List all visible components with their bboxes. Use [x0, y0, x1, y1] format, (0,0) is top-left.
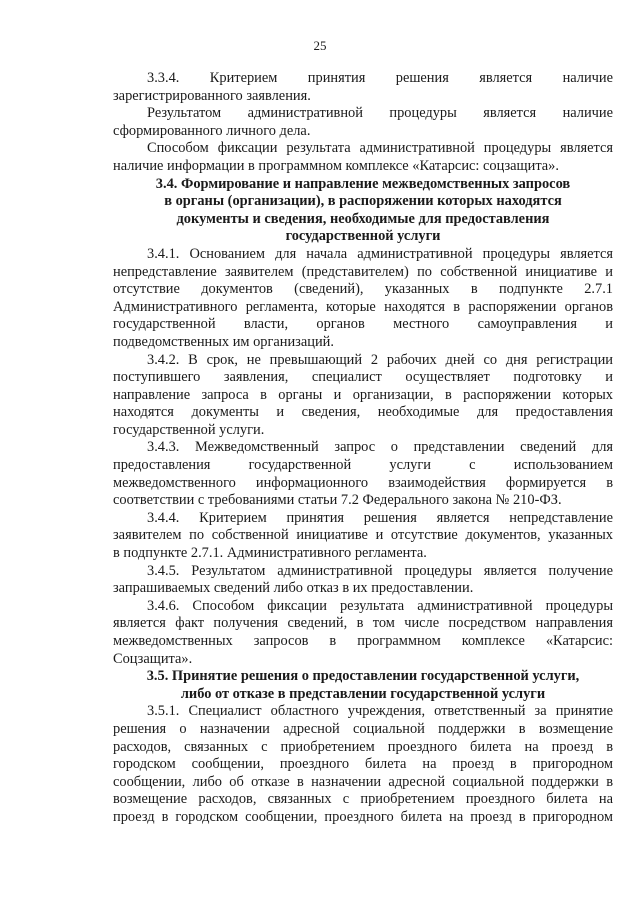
document-body: [113, 70, 613, 827]
text-line: находятся документы и сведения, необходимые для предоставления: [113, 404, 613, 421]
text-line: зарегистрированного заявления.: [113, 87, 311, 104]
text-line: 3.4.5. Результатом административной процедуры является получение: [147, 562, 613, 579]
text-line: 3.4.1. Основанием для начала административной процедуры является: [147, 245, 613, 262]
paragraph-3-4-2: [113, 352, 613, 440]
paragraph-3-5-1: [113, 703, 613, 826]
text-line: отсутствие документов (сведений), указанных в подпункте 2.7.1: [113, 281, 613, 298]
text-line: государственной услуги.: [113, 421, 265, 438]
text-line: 3.4.6. Способом фиксации результата административной процедуры: [147, 597, 613, 614]
heading-line: либо от отказе в представлении государственной услуги: [180, 685, 546, 702]
text-line: запрашиваемых сведений либо отказ в их предоставлении.: [113, 580, 474, 597]
heading-line: 3.5. Принятие решения о предоставлении государственной услуги,: [146, 668, 580, 685]
text-line: в подпункте 2.7.1. Административного регламента.: [113, 545, 427, 562]
text-line: соответствии с требованиями статьи 7.2 Федерального закона № 210-ФЗ.: [113, 492, 562, 509]
heading-line: 3.4. Формирование и направление межведомственных запросов: [155, 175, 571, 192]
paragraph-result: [113, 105, 613, 140]
text-line: поступившего заявления, специалист осуществляет подготовку и: [113, 369, 613, 386]
paragraph-3-4-5: [113, 563, 613, 598]
text-line: является факт получения сведений, в том числе посредством направления: [113, 615, 613, 632]
heading-line: в органы (организации), в распоряжении которых находятся: [164, 193, 562, 210]
text-line: Административного регламента, которые находятся в распоряжении органов: [113, 298, 613, 315]
paragraph-3-4-1: [113, 246, 613, 352]
text-line: городском сообщении, проездного билета на проезд в пригородном: [113, 756, 613, 773]
text-line: предоставления государственной услуги с использованием: [113, 457, 613, 474]
text-line: Результатом административной процедуры является наличие: [147, 105, 613, 122]
paragraph-3-4-6: [113, 598, 613, 668]
heading-line: документы и сведения, необходимые для предоставления: [176, 210, 550, 227]
text-line: возмещение расходов, связанных с приобретением проездного билета на: [113, 791, 613, 808]
section-heading-3-4: [113, 176, 613, 246]
paragraph-3-4-4: [113, 510, 613, 563]
text-line: 3.4.2. В срок, не превышающий 2 рабочих дней со дня регистрации: [147, 351, 613, 368]
text-line: расходов, связанных с приобретением проездного билета на проезд в: [113, 738, 613, 755]
text-line: сообщении, либо об отказе в назначении адресной социальной поддержки в: [113, 773, 613, 790]
text-line: сформированного личного дела.: [113, 122, 311, 139]
heading-line: государственной услуги: [285, 228, 441, 245]
paragraph-3-3-4: [113, 70, 613, 105]
text-line: 3.5.1. Специалист областного учреждения, ответственный за принятие: [147, 703, 613, 720]
text-line: 3.4.3. Межведомственный запрос о представлении сведений для: [147, 439, 613, 456]
text-line: направление запроса в органы и организации, в распоряжении которых: [113, 386, 613, 403]
text-line: заявителем по собственной инициативе и отсутствие документов, указанных: [113, 527, 613, 544]
text-line: проезд в городском сообщении, проездного билета на проезд в пригородном: [113, 808, 613, 825]
text-line: непредставление заявителем (представителем) по собственной инициативе и: [113, 263, 613, 280]
text-line: Соцзащита».: [113, 650, 193, 667]
text-line: 3.3.4. Критерием принятия решения является наличие: [147, 70, 613, 86]
text-line: межведомственных запросов в программном комплексе «Катарсис:: [113, 633, 613, 649]
page-number: 25: [313, 38, 327, 53]
text-line: Способом фиксации результата административной процедуры является: [147, 140, 613, 157]
text-line: 3.4.4. Критерием принятия решения является непредставление: [147, 509, 613, 526]
section-heading-3-5: [113, 668, 613, 703]
text-line: решения о назначении адресной социальной поддержки в возмещение: [113, 720, 613, 737]
text-line: межведомственного информационного взаимодействия формируется в: [113, 474, 613, 491]
text-line: наличие информации в программном комплексе «Катарсис: соцзащита».: [113, 157, 559, 174]
paragraph-fixation: [113, 140, 613, 175]
text-line: государственной власти, органов местного самоуправления и: [113, 316, 613, 333]
text-line: подведомственных им организаций.: [113, 333, 334, 350]
paragraph-3-4-3: [113, 439, 613, 509]
